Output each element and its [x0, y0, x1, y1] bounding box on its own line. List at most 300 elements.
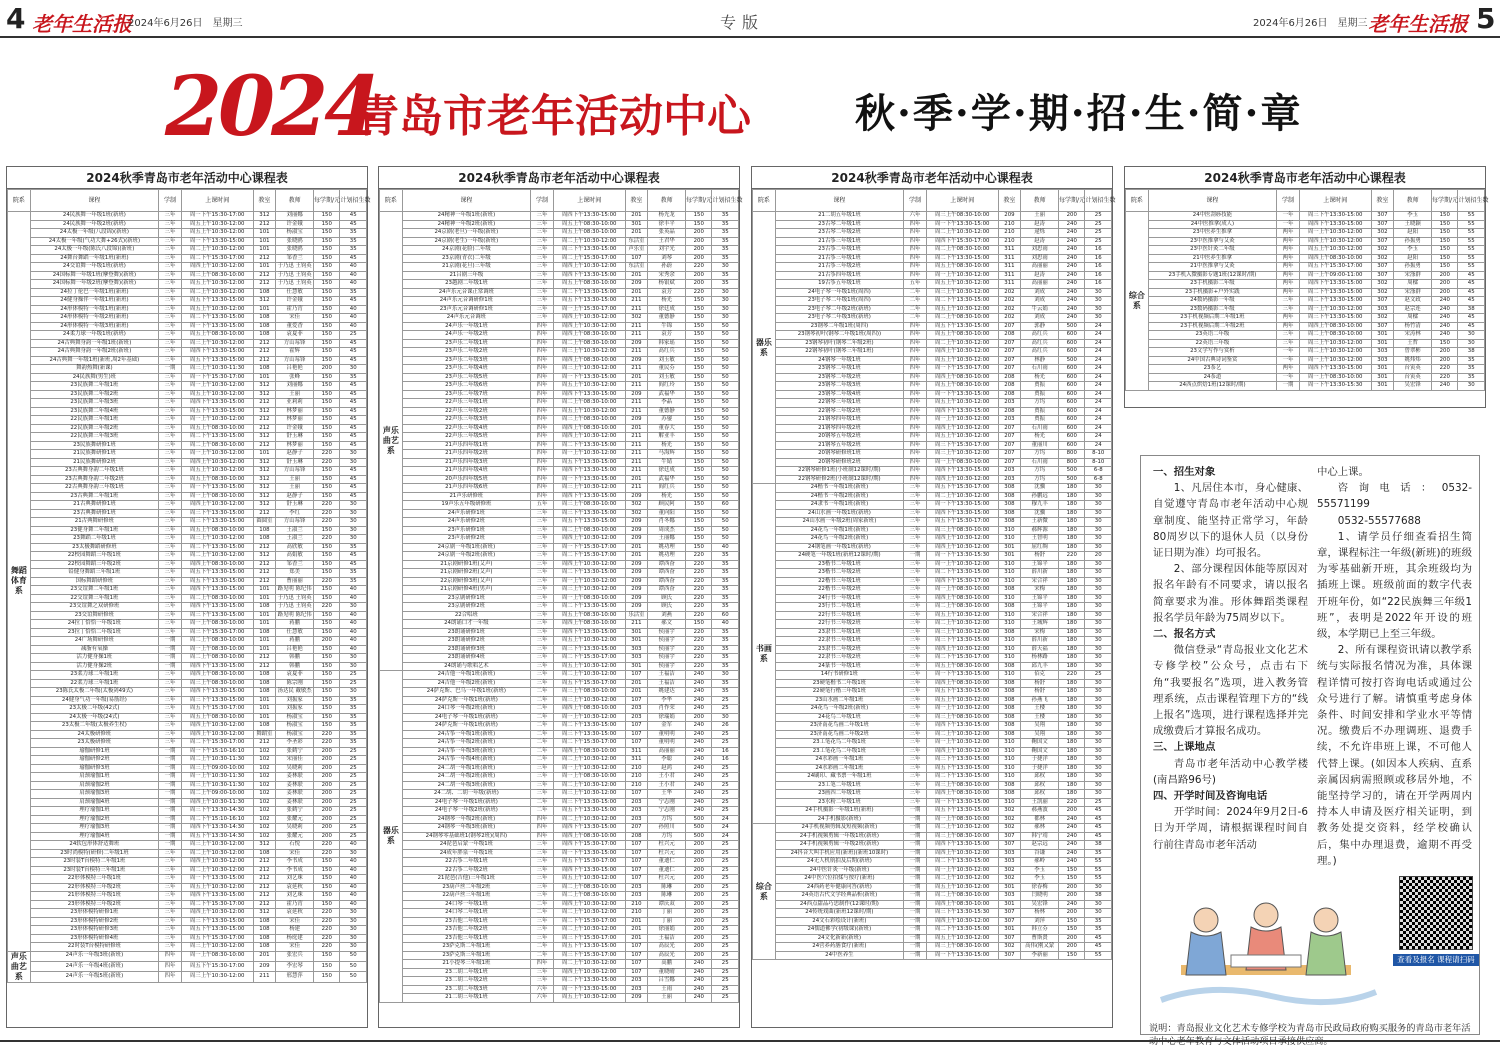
course-name: 21声乐四年级2班 [402, 450, 530, 459]
course-cell: 209 [625, 416, 648, 425]
course-name: 23太极研修班 [30, 739, 158, 748]
course-name: 24声乐元音调研修1班 [402, 297, 530, 306]
course-cell: 240 [686, 722, 712, 731]
course-cell: 两年 [1277, 229, 1300, 238]
course-cell: 25 [1085, 798, 1112, 807]
table-row [8, 399, 367, 408]
course-cell: 310 [998, 756, 1021, 765]
course-cell: 240 [1059, 237, 1085, 246]
course-cell: 周一上午10:30-12:00 [926, 271, 998, 280]
course-cell: 三年 [159, 399, 182, 408]
course-name: 23太极舞蹈研修班 [30, 543, 158, 552]
course-cell: 50 [712, 484, 739, 493]
course-cell: 40 [712, 620, 739, 629]
course-cell: 三年 [531, 892, 554, 901]
course-name: 21钢琴四年级1班 [775, 416, 903, 425]
course-cell: 25 [712, 994, 739, 1003]
course-cell: 方山莓锋 [276, 339, 314, 348]
course-cell: 周四上午08:30-10:00 [926, 594, 998, 603]
table-row [8, 271, 367, 280]
course-cell: 30 [1085, 577, 1112, 586]
course-name: 24软包形体舒适舞班 [30, 841, 158, 850]
table-row [1126, 339, 1485, 348]
course-cell: 一期 [904, 909, 927, 918]
course-cell: 一年 [1277, 220, 1300, 229]
course-cell: 310 [998, 654, 1021, 663]
course-cell: 35 [712, 280, 739, 289]
course-cell: 45 [340, 356, 367, 365]
course-cell: 东活室 [625, 263, 648, 272]
course-cell: 50 [712, 433, 739, 442]
course-cell: 150 [314, 586, 340, 595]
course-cell: 212 [253, 424, 276, 433]
course-cell: 三年 [159, 535, 182, 544]
course-cell: 35 [712, 603, 739, 612]
table-row [380, 849, 739, 858]
table-row [753, 713, 1112, 722]
table-row [8, 288, 367, 297]
course-cell: 200 [686, 892, 712, 901]
table-row [380, 909, 739, 918]
course-cell: 牛婧 [648, 458, 686, 467]
section-1-title: 一、招生对象 [1153, 466, 1216, 478]
course-cell: 25 [340, 671, 367, 680]
course-cell: 周五上午10:30-12:00 [181, 229, 253, 238]
course-cell: 150 [314, 662, 340, 671]
course-cell: 220 [314, 730, 340, 739]
course-cell: 三年 [1277, 331, 1300, 340]
course-cell: 150 [314, 972, 340, 982]
course-cell: 周一上午08:30-10:00 [1299, 373, 1371, 382]
course-cell: 周一上午10:30-12:00 [926, 560, 998, 569]
course-name: 24传统戏曲(新班12课时/期) [775, 909, 903, 918]
course-cell: 308 [998, 628, 1021, 637]
course-cell: 200 [1059, 943, 1085, 952]
course-cell: 200 [1432, 356, 1458, 365]
course-name: 22古典舞身韵三年级1班 [30, 484, 158, 493]
course-cell: 周五下午13:30-15:00 [181, 356, 253, 365]
course-name: 24抖音大叫手机应用(新班)(新班10课时) [775, 849, 903, 858]
course-cell: 周三上午08:30-10:00 [926, 832, 998, 841]
course-cell: 四年 [904, 263, 927, 272]
course-cell: 三年 [531, 552, 554, 561]
course-cell: 108 [253, 365, 276, 374]
course-cell: 30 [1085, 288, 1112, 297]
course-cell: 220 [686, 594, 712, 603]
course-cell: 308 [998, 518, 1021, 527]
course-cell: 三年 [159, 450, 182, 459]
course-cell: 六年 [531, 985, 554, 994]
course-cell: 600 [1059, 331, 1085, 340]
course-name: 22钢琴初叶(钢琴三年级1班) [775, 348, 903, 357]
table-row [380, 569, 739, 578]
table-row [380, 314, 739, 323]
course-name: 23交谊舞二年级1班 [30, 586, 158, 595]
course-name: 24花鸟二年级1班 [775, 713, 903, 722]
course-cell: 三年 [159, 858, 182, 867]
course-cell: 180 [1059, 492, 1085, 501]
table-row [8, 688, 367, 697]
course-cell: 50 [712, 441, 739, 450]
course-cell: 40 [340, 620, 367, 629]
course-name: 21声乐四年级6班 [402, 484, 530, 493]
course-name: 23时尚模特(研修)二年级1班 [30, 849, 158, 858]
course-cell: 三年 [904, 628, 927, 637]
course-cell: 150 [314, 297, 340, 306]
course-cell: 周四上午10:30-12:00 [553, 314, 625, 323]
course-cell: 三年 [531, 271, 554, 280]
course-cell: 180 [1059, 577, 1085, 586]
table-row [380, 433, 739, 442]
course-cell: 500 [686, 815, 712, 824]
table-row [380, 773, 739, 782]
course-cell: 35 [712, 552, 739, 561]
course-cell: 周二下午15:30-17:00 [926, 654, 998, 663]
course-cell: 220 [314, 450, 340, 459]
section-4-title: 四、开学时间及咨询电话 [1153, 790, 1268, 803]
course-cell: 刘艺珠 [276, 892, 314, 901]
table-row [8, 254, 367, 263]
course-cell: 101 [253, 373, 276, 382]
course-cell: 吕雪娜 [648, 977, 686, 986]
course-name: 24钢琴一年级2班(新班) [402, 815, 530, 824]
course-cell: 周五上午10:30-12:00 [181, 220, 253, 229]
course-cell: 王楼 [1021, 713, 1059, 722]
course-cell: 30 [1085, 297, 1112, 306]
course-cell: 107 [625, 696, 648, 705]
course-name: 21古筝三年级2班 [775, 263, 903, 272]
table-row [380, 543, 739, 552]
course-cell: 王华 [648, 790, 686, 799]
course-cell: 311 [998, 271, 1021, 280]
course-cell: 310 [998, 577, 1021, 586]
table-row [380, 611, 739, 620]
course-cell: 203 [625, 713, 648, 722]
course-cell: 周四下午13:30-15:00 [553, 492, 625, 501]
course-cell: 石川雨 [1021, 424, 1059, 433]
course-cell: 301 [1371, 373, 1394, 382]
course-cell: 500 [1059, 322, 1085, 331]
table-row [753, 322, 1112, 331]
course-cell: 45 [340, 441, 367, 450]
course-cell: 25 [712, 807, 739, 816]
course-cell: 150 [314, 288, 340, 297]
course-cell: 150 [1432, 246, 1458, 255]
date-right: 2024年6月26日 星期三 [1253, 18, 1368, 29]
course-cell: 三年 [159, 416, 182, 425]
table-row [8, 390, 367, 399]
course-cell: 240 [686, 756, 712, 765]
course-cell: 一期 [159, 764, 182, 773]
course-cell: 周五上午08:30-10:00 [181, 331, 253, 340]
course-cell: 303 [998, 858, 1021, 867]
course-cell: 周三下午13:30-15:00 [553, 798, 625, 807]
course-cell: 董德静 [648, 407, 686, 416]
course-cell: 108 [253, 314, 276, 323]
course-name: 21形体模特三年级1班 [30, 892, 158, 901]
course-cell: 212 [253, 577, 276, 586]
course-cell: 周五下午13:30-15:00 [181, 926, 253, 935]
column-header: 课程 [1148, 190, 1276, 212]
course-cell: 35 [340, 722, 367, 731]
course-cell: 高欣敏 [276, 543, 314, 552]
course-cell: 150 [686, 416, 712, 425]
column-header: 课程 [775, 190, 903, 212]
course-cell: 180 [1059, 705, 1085, 714]
course-cell: 周三下午13:30-15:00 [553, 730, 625, 739]
table-row [753, 637, 1112, 646]
course-cell: 55 [1458, 212, 1485, 221]
course-cell: 307 [1371, 322, 1394, 331]
course-cell: 周四上午08:30-10:00 [181, 560, 253, 569]
course-cell: 三年 [159, 492, 182, 501]
course-cell: 40 [340, 628, 367, 637]
course-cell: 王晓颖 [1394, 220, 1432, 229]
course-name: 24声乐元音调班 [402, 314, 530, 323]
course-cell: 209 [625, 594, 648, 603]
course-cell: 姜林联 [276, 790, 314, 799]
course-cell: 李聪 [648, 756, 686, 765]
course-cell: 209 [625, 356, 648, 365]
course-cell: 周二下午15:30-17:00 [553, 552, 625, 561]
course-cell: 周五上午10:30-12:00 [181, 467, 253, 476]
course-cell: 212 [253, 220, 276, 229]
course-cell: 30 [712, 305, 739, 314]
course-cell: 240 [1432, 331, 1458, 340]
course-cell: 55 [1458, 237, 1485, 246]
course-name: 23形体模特研修3班 [30, 926, 158, 935]
course-cell: 40 [340, 858, 367, 867]
course-cell: 董春大 [648, 424, 686, 433]
course-cell: 301 [625, 220, 648, 229]
table-row [753, 348, 1112, 357]
course-cell: 佰克 [1021, 671, 1059, 680]
course-name: 23电子琴二年级2班(新班) [775, 305, 903, 314]
course-name: 23钢琴初叶(钢琴二年级2班) [775, 339, 903, 348]
table-row [753, 696, 1112, 705]
course-cell: 45 [340, 390, 367, 399]
table-row [380, 390, 739, 399]
course-cell: 于乃迅 王钧英 [277, 263, 312, 269]
course-cell: 周一上午08:30-10:00 [181, 951, 253, 961]
course-cell: 30 [1085, 781, 1112, 790]
course-name: 24声乐一年级1班 [402, 322, 530, 331]
course-cell: 周四上午10:30-12:00 [926, 747, 998, 756]
course-cell: 周四上午10:30-12:00 [926, 424, 998, 433]
course-cell: 24 [712, 815, 739, 824]
course-cell: 周二上午10:30-12:00 [181, 866, 253, 875]
course-cell: 四年 [904, 390, 927, 399]
course-cell: 207 [998, 356, 1021, 365]
course-cell: 150 [314, 526, 340, 535]
table-row [1126, 229, 1485, 238]
course-cell: 108 [253, 331, 276, 340]
course-cell: 35 [340, 246, 367, 255]
course-cell: 闫晓明 [1021, 892, 1059, 901]
course-cell: 201 [625, 475, 648, 484]
table-row [753, 229, 1112, 238]
course-cell: 200 [314, 781, 340, 790]
table-row [380, 968, 739, 977]
course-cell: 25 [712, 875, 739, 884]
table-row [1126, 322, 1485, 331]
course-cell: 许金娥 [276, 424, 314, 433]
course-cell: 212 [253, 560, 276, 569]
course-cell: 吴晓莉 [276, 824, 314, 833]
course-cell: 曹丽丽 [276, 577, 314, 586]
course-cell: 张耀元 [276, 832, 314, 841]
course-cell: 李华 [648, 696, 686, 705]
course-cell: 30 [340, 458, 367, 467]
course-cell: 周四上午10:30-12:00 [926, 348, 998, 357]
course-cell: 周一上午08:30-10:00 [553, 773, 625, 782]
course-cell: 董向阳 [648, 509, 686, 518]
course-cell: 周二下午13:30-15:00 [926, 297, 998, 306]
course-cell: 30 [1085, 543, 1112, 552]
course-cell: 308 [998, 790, 1021, 799]
table-row [753, 934, 1112, 943]
course-cell: 三年 [159, 526, 182, 535]
course-cell: 212 [253, 339, 276, 348]
course-cell: 6-8 [1085, 475, 1112, 484]
course-cell: 308 [998, 603, 1021, 612]
course-cell: 30 [1085, 620, 1112, 629]
course-cell: 312 [253, 484, 276, 493]
course-name: 22古筝二年级2班 [402, 866, 530, 875]
course-cell: 24 [1085, 373, 1112, 382]
table-row [753, 212, 1112, 221]
table-row [8, 972, 367, 982]
course-cell: 55 [1085, 866, 1112, 875]
table-row [753, 441, 1112, 450]
course-cell: 50 [712, 399, 739, 408]
course-cell: 周五上午08:30-10:00 [926, 662, 998, 671]
course-cell: 600 [1059, 390, 1085, 399]
course-cell: 25 [712, 764, 739, 773]
table-row [8, 713, 367, 722]
course-cell: 35 [340, 713, 367, 722]
course-cell: 周五上午10:30-12:00 [553, 662, 625, 671]
course-name: 23形体模特三年级2班 [30, 900, 158, 909]
course-name: 24电子琴一年级1班(新班) [402, 798, 530, 807]
course-cell: 30 [1085, 560, 1112, 569]
course-cell: 40 [340, 586, 367, 595]
course-cell: 阎红玲 [648, 382, 686, 391]
course-cell: 宋合祥 [1021, 611, 1059, 620]
course-name: 肩颈瑜伽3班 [30, 790, 158, 799]
course-cell: 35 [340, 739, 367, 748]
course-cell: 三年 [159, 441, 182, 450]
course-cell: 周四上午08:30-10:00 [1299, 254, 1371, 263]
course-cell: 800 [1059, 450, 1085, 459]
course-cell: 四年 [531, 416, 554, 425]
course-cell: 108 [253, 603, 276, 612]
course-cell: 周三下午13:30-15:00 [181, 917, 253, 926]
course-cell: 周五下午15:30-17:00 [181, 705, 253, 714]
course-cell: 于乃迅 王钧英 [277, 603, 312, 609]
course-cell: 李玉 [1394, 246, 1432, 255]
course-cell: 150 [314, 212, 340, 221]
course-cell: 180 [1059, 662, 1085, 671]
course-cell: 201 [625, 543, 648, 552]
course-cell: 周三上午09:00-10:00 [181, 764, 253, 773]
course-cell: 三年 [904, 518, 927, 527]
course-cell: 220 [314, 909, 340, 918]
course-cell: 200 [1432, 280, 1458, 289]
table-row [380, 577, 739, 586]
course-cell: 周五下午15:30-17:00 [181, 934, 253, 943]
course-cell: 200 [314, 764, 340, 773]
course-cell: 刘琴 [648, 254, 686, 263]
course-name: 24口琴一年级1班 [402, 900, 530, 909]
course-cell: 刘成 [1021, 297, 1059, 306]
course-name: 23手机视频后期二年级1班 [1148, 314, 1276, 323]
course-name: 23中医养生推拿 [1148, 229, 1276, 238]
course-cell: 徐春梅 [1021, 883, 1059, 892]
section-4-p: 开学时间：2024年9月2日-6日为开学周，请根据课程时间自行前往青岛市老年活动 [1153, 806, 1308, 851]
course-cell: 45 [1085, 832, 1112, 841]
course-name: 23太极二年级(42式) [30, 705, 158, 714]
course-cell: 25 [712, 790, 739, 799]
course-cell: 35 [1458, 356, 1485, 365]
course-cell: 240 [1059, 263, 1085, 272]
table-row [753, 798, 1112, 807]
course-name: 23文学写作与赏析 [1148, 348, 1276, 357]
course-cell: 302 [1371, 288, 1394, 297]
course-cell: 150 [314, 322, 340, 331]
course-cell: 220 [686, 586, 712, 595]
course-cell: 周四下午13:30-15:00 [553, 390, 625, 399]
course-cell: 208 [998, 331, 1021, 340]
table-row [380, 475, 739, 484]
course-cell: 三年 [531, 866, 554, 875]
course-cell: 30 [340, 662, 367, 671]
course-cell: 两年 [1277, 246, 1300, 255]
course-cell: 45 [1085, 815, 1112, 824]
course-cell: 240 [1432, 322, 1458, 331]
course-cell: 108 [253, 679, 276, 688]
course-cell: 180 [1059, 688, 1085, 697]
course-cell: 周三上午10:30-12:00 [553, 484, 625, 493]
course-cell: 25 [712, 985, 739, 994]
course-cell: 108 [253, 722, 276, 731]
course-cell: 212 [253, 883, 276, 892]
course-cell: 周二下午15:30-17:00 [181, 254, 253, 263]
table-header-row [1126, 190, 1485, 212]
qr-code[interactable] [1399, 876, 1473, 950]
table-row [380, 450, 739, 459]
course-cell: 方山莓锋 [276, 467, 314, 476]
course-cell: 沈骥 [1021, 509, 1059, 518]
course-name: 23民族舞研修1班 [30, 441, 158, 450]
course-cell: 周二下午13:30-15:00 [553, 977, 625, 986]
course-cell: 周二上午10:30-12:00 [181, 288, 253, 297]
course-cell: 周五下午13:30-15:00 [553, 943, 625, 952]
course-cell: 周三下午15:30-17:00 [926, 441, 998, 450]
course-cell: 800 [1059, 458, 1085, 467]
course-cell: 周四上午10:30-12:00 [1299, 237, 1371, 246]
course-cell: 三年 [531, 781, 554, 790]
course-cell: 45 [1458, 322, 1485, 331]
table-row [753, 832, 1112, 841]
course-cell: 四年 [159, 961, 182, 971]
course-cell: 王福洁 [648, 934, 686, 943]
table-row [8, 866, 367, 875]
table-row [380, 866, 739, 875]
course-cell: 150 [1059, 875, 1085, 884]
course-cell: 方山莓锋 [276, 356, 314, 365]
course-name: 24西点甜品巧思制作(12课时/期) [775, 900, 903, 909]
